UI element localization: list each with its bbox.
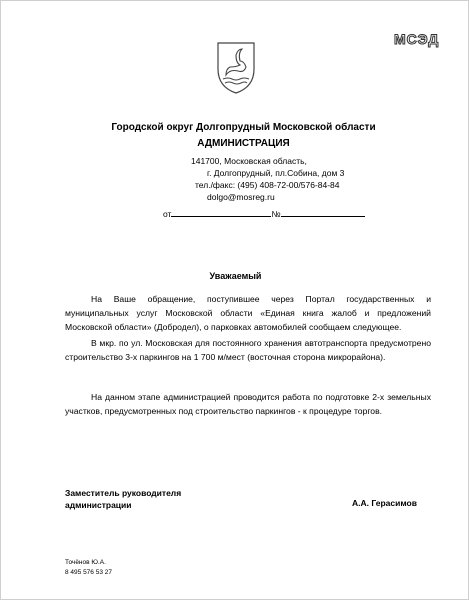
signatory-title-line2: администрации bbox=[65, 500, 132, 510]
administration-title: АДМИНИСТРАЦИЯ bbox=[197, 138, 290, 149]
ref-number-blank bbox=[281, 208, 365, 217]
signatory-name: А.А. Герасимов bbox=[352, 498, 417, 508]
swan-coat-of-arms-icon bbox=[214, 39, 258, 95]
executor-phone: 8 495 576 53 27 bbox=[65, 569, 112, 576]
ref-date-blank bbox=[171, 208, 271, 217]
msed-stamp: МСЭД bbox=[394, 31, 440, 47]
signatory-title-line1: Заместитель руководителя bbox=[65, 488, 182, 498]
salutation: Уважаемый bbox=[209, 271, 262, 281]
body-paragraph: На данном этапе администрацией проводится работа по подготовке 2-х земельных участков, предусмотренных под строительство паркингов - к процедуре торгов. bbox=[65, 392, 431, 416]
executor-name: Точёнов Ю.А. bbox=[65, 559, 106, 566]
municipality-title: Городской округ Долгопрудный Московской области bbox=[111, 122, 376, 133]
body-paragraph: На Ваше обращение, поступившее через Портал государственных и муниципальных услуг Московской области «Единая книга жалоб и предложений Московской области» (Добродел), о парковках автомобилей сообщаем следующее. bbox=[65, 294, 431, 332]
address-line-street: г. Долгопрудный, пл.Собина, дом 3 bbox=[207, 168, 345, 178]
ref-number-label: № bbox=[271, 209, 281, 219]
document-reference bbox=[163, 208, 365, 219]
body-paragraph: В мкр. по ул. Московская для постоянного хранения автотранспорта предусмотрено строительство 3-х паркингов на 1 700 м/мест (восточная сторона микрорайона). bbox=[65, 338, 431, 362]
address-line-postcode: 141700, Московская область, bbox=[191, 156, 307, 166]
ref-from-label: от bbox=[163, 209, 172, 219]
address-line-phone: тел./факс: (495) 408-72-00/576-84-84 bbox=[195, 180, 340, 190]
address-line-email: dolgo@mosreg.ru bbox=[207, 192, 275, 202]
